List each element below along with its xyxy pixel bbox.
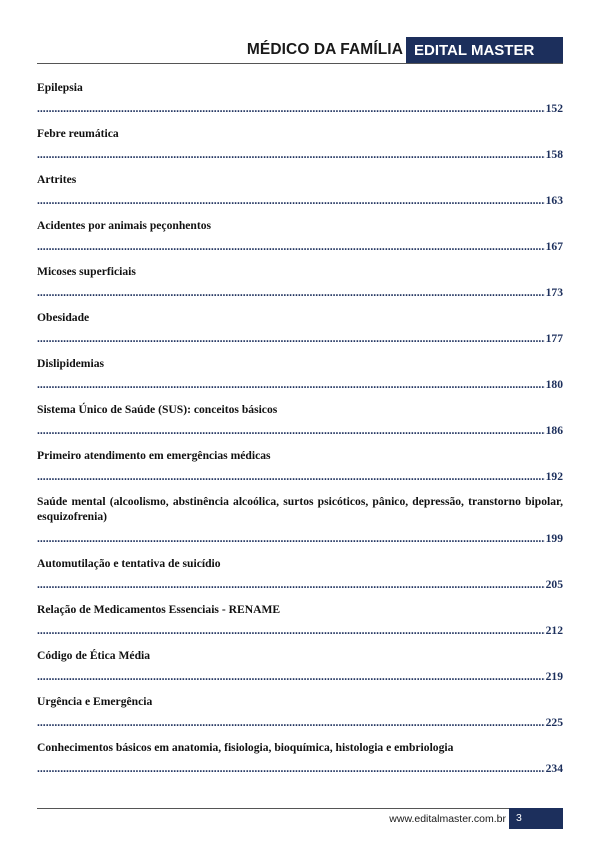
toc-page-number: 152	[545, 102, 563, 115]
toc-entry[interactable]	[37, 402, 563, 448]
toc-entry-title: Febre reumática	[37, 127, 119, 140]
toc-entry[interactable]	[37, 126, 563, 172]
toc-entry-title: Sistema Único de Saúde (SUS): conceitos básicos	[37, 403, 278, 416]
toc-page-number: 212	[545, 624, 563, 637]
toc-leader	[37, 470, 563, 494]
toc-leader	[37, 670, 563, 694]
toc-page-number: 177	[545, 332, 563, 345]
toc-page-number: 219	[545, 670, 563, 683]
footer-website-link[interactable]: www.editalmaster.com.br	[389, 813, 506, 825]
toc-entry[interactable]	[37, 80, 563, 126]
toc-entry-title: Automutilação e tentativa de suicídio	[37, 557, 221, 570]
toc-entry[interactable]	[37, 310, 563, 356]
toc-entry-title: Urgência e Emergência	[37, 695, 153, 708]
header-title: MÉDICO DA FAMÍLIA	[246, 41, 403, 58]
toc-entry-title: Conhecimentos básicos em anatomia, fisiologia, bioquímica, histologia e embriologia	[37, 741, 454, 754]
toc-page-number: 225	[545, 716, 563, 729]
toc-page-number: 192	[545, 470, 563, 483]
toc-page-number: 180	[545, 378, 563, 391]
toc-entry[interactable]	[37, 556, 563, 602]
toc-page-number: 158	[545, 148, 563, 161]
toc-entry-title: Saúde mental (alcoolismo, abstinência alcoólica, surtos psicóticos, pânico, depressão, transtorno bipolar, esquizofrenia)	[37, 495, 563, 523]
toc-leader	[37, 194, 563, 218]
toc-entry[interactable]	[37, 264, 563, 310]
toc-leader	[37, 378, 563, 402]
toc-leader	[37, 148, 563, 172]
toc-entry-title: Relação de Medicamentos Essenciais - RENAME	[37, 603, 281, 616]
toc-leader	[37, 532, 563, 556]
toc-entry[interactable]	[37, 218, 563, 264]
toc-leader	[37, 424, 563, 448]
toc-leader	[37, 624, 563, 648]
toc-page-number: 186	[545, 424, 563, 437]
toc-page-number: 199	[545, 532, 563, 545]
toc-entry-title: Epilepsia	[37, 81, 83, 94]
toc-entry[interactable]	[37, 602, 563, 648]
toc-leader	[37, 716, 563, 740]
header-divider	[37, 63, 563, 64]
toc-leader	[37, 332, 563, 356]
toc-entry-title: Artrites	[37, 173, 77, 186]
table-of-contents	[37, 80, 563, 786]
toc-entry-title: Código de Ética Média	[37, 649, 151, 662]
toc-page-number: 234	[545, 762, 563, 775]
toc-entry[interactable]	[37, 648, 563, 694]
toc-leader	[37, 286, 563, 310]
toc-page-number: 173	[545, 286, 563, 299]
toc-entry[interactable]	[37, 494, 563, 556]
toc-entry[interactable]	[37, 740, 563, 786]
toc-entry[interactable]	[37, 694, 563, 740]
toc-page-number: 163	[545, 194, 563, 207]
toc-entry[interactable]	[37, 356, 563, 402]
toc-entry[interactable]	[37, 448, 563, 494]
toc-leader	[37, 240, 563, 264]
toc-entry-title: Obesidade	[37, 311, 90, 324]
toc-entry-title: Micoses superficiais	[37, 265, 136, 278]
toc-leader	[37, 578, 563, 602]
toc-entry-title: Primeiro atendimento em emergências médicas	[37, 449, 271, 462]
header-brand-badge: EDITAL MASTER	[406, 37, 563, 64]
toc-entry-title: Acidentes por animais peçonhentos	[37, 219, 212, 232]
toc-leader	[37, 102, 563, 126]
footer-divider	[37, 808, 563, 809]
toc-page-number: 167	[545, 240, 563, 253]
toc-entry-title: Dislipidemias	[37, 357, 104, 370]
footer-page-number: 3	[509, 808, 563, 829]
toc-leader	[37, 762, 563, 786]
page-header	[0, 37, 563, 65]
toc-entry[interactable]	[37, 172, 563, 218]
toc-page-number: 205	[545, 578, 563, 591]
